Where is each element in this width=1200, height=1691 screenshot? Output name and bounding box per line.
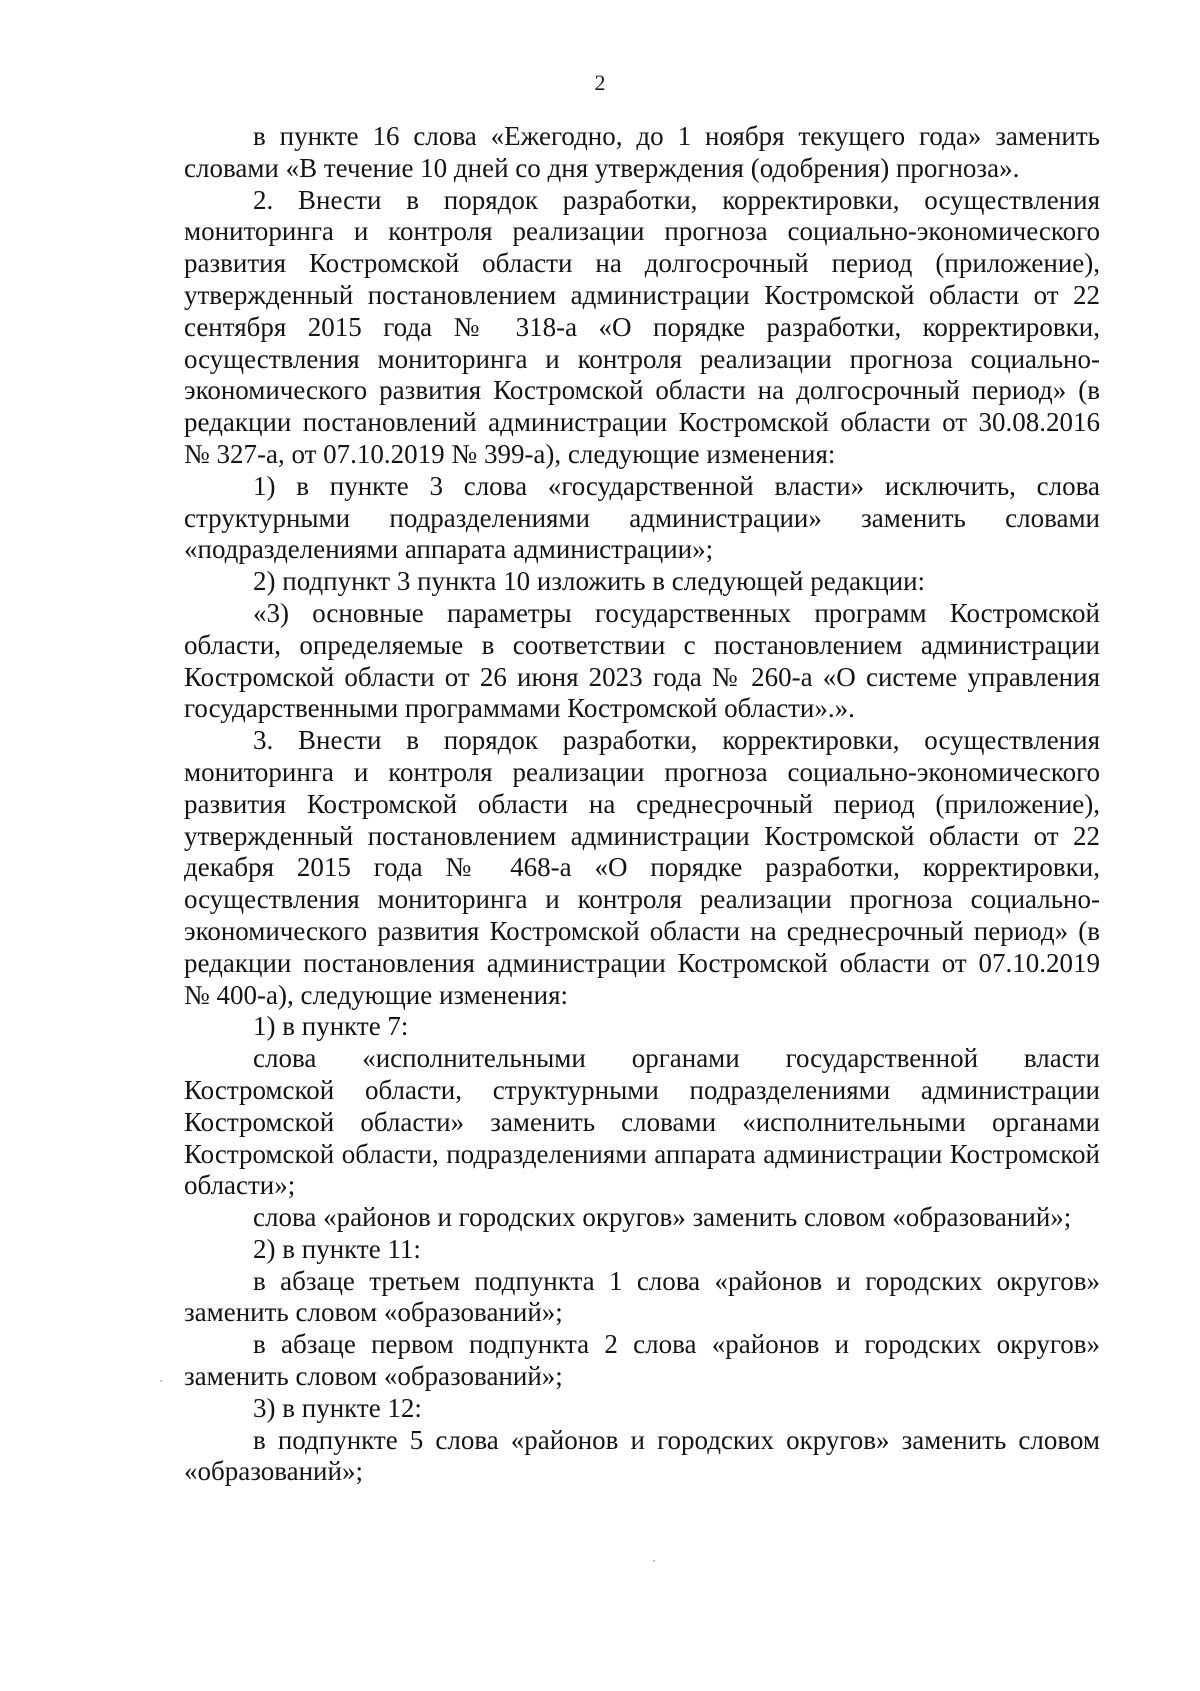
document-body xyxy=(184,121,1100,1488)
paragraph: 3. Внести в порядок разработки, корректировки, осуществления мониторинга и контроля реализации прогноза социально-экономического развития Костромской области на среднесрочный период (приложение), утвержденный постановлением администрации Костромской области от 22 декабря 2015 года № 468-а «О порядке разработки, корректировки, осуществления мониторинга и контроля реализации прогноза социально-экономического развития Костромской области на среднесрочный период» (в редакции постановления администрации Костромской области от 07.10.2019 № 400-а), следующие изменения: xyxy=(184,725,1100,1010)
paragraph: в пункте 16 слова «Ежегодно, до 1 ноября текущего года» заменить словами «В течение 10 дней со дня утверждения (одобрения) прогноза». xyxy=(184,121,1100,183)
page-number: 2 xyxy=(594,70,606,95)
scan-speck xyxy=(653,1560,655,1562)
paragraph: в подпункте 5 слова «районов и городских округов» заменить словом «образований»; xyxy=(184,1424,1100,1487)
paragraph: в абзаце третьем подпункта 1 слова «районов и городских округов» заменить словом «образований»; xyxy=(184,1265,1100,1328)
paragraph: 2) в пункте 11: xyxy=(253,1233,421,1264)
paragraph: слова «исполнительными органами государственной власти Костромской области, структурными подразделениями администрации Костромской области» заменить словами «исполнительными органами Костромской области, подразделениями аппарата администрации Костромской области»; xyxy=(184,1043,1100,1201)
paragraph: слова «районов и городских округов» заменить словом «образований»; xyxy=(253,1202,1072,1233)
paragraph: 1) в пункте 7: xyxy=(253,1011,409,1042)
paragraph: 3) в пункте 12: xyxy=(253,1392,422,1423)
paragraph: в абзаце первом подпункта 2 слова «районов и городских округов» заменить словом «образований»; xyxy=(184,1329,1100,1392)
paragraph: 2. Внести в порядок разработки, корректировки, осуществления мониторинга и контроля реализации прогноза социально-экономического развития Костромской области на долгосрочный период (приложение), утвержденный постановлением администрации Костромской области от 22 сентября 2015 года № 318-а «О порядке разработки, корректировки, осуществления мониторинга и контроля реализации прогноза социально-экономического развития Костромской области на долгосрочный период» (в редакции постановлений администрации Костромской области от 30.08.2016 № 327-а, от 07.10.2019 № 399-а), следующие изменения: xyxy=(184,184,1100,469)
paragraph: 2) подпункт 3 пункта 10 изложить в следующей редакции: xyxy=(253,566,926,597)
paragraph: 1) в пункте 3 слова «государственной власти» исключить, слова структурными подразделениями администрации» заменить словами «подразделениями аппарата администрации»; xyxy=(184,470,1100,565)
scan-speck xyxy=(160,1380,162,1382)
paragraph: «3) основные параметры государственных программ Костромской области, определяемые в соответствии с постановлением администрации Костромской области от 26 июня 2023 года № 260-а «О системе управления государственными программами Костромской области».». xyxy=(184,597,1100,724)
